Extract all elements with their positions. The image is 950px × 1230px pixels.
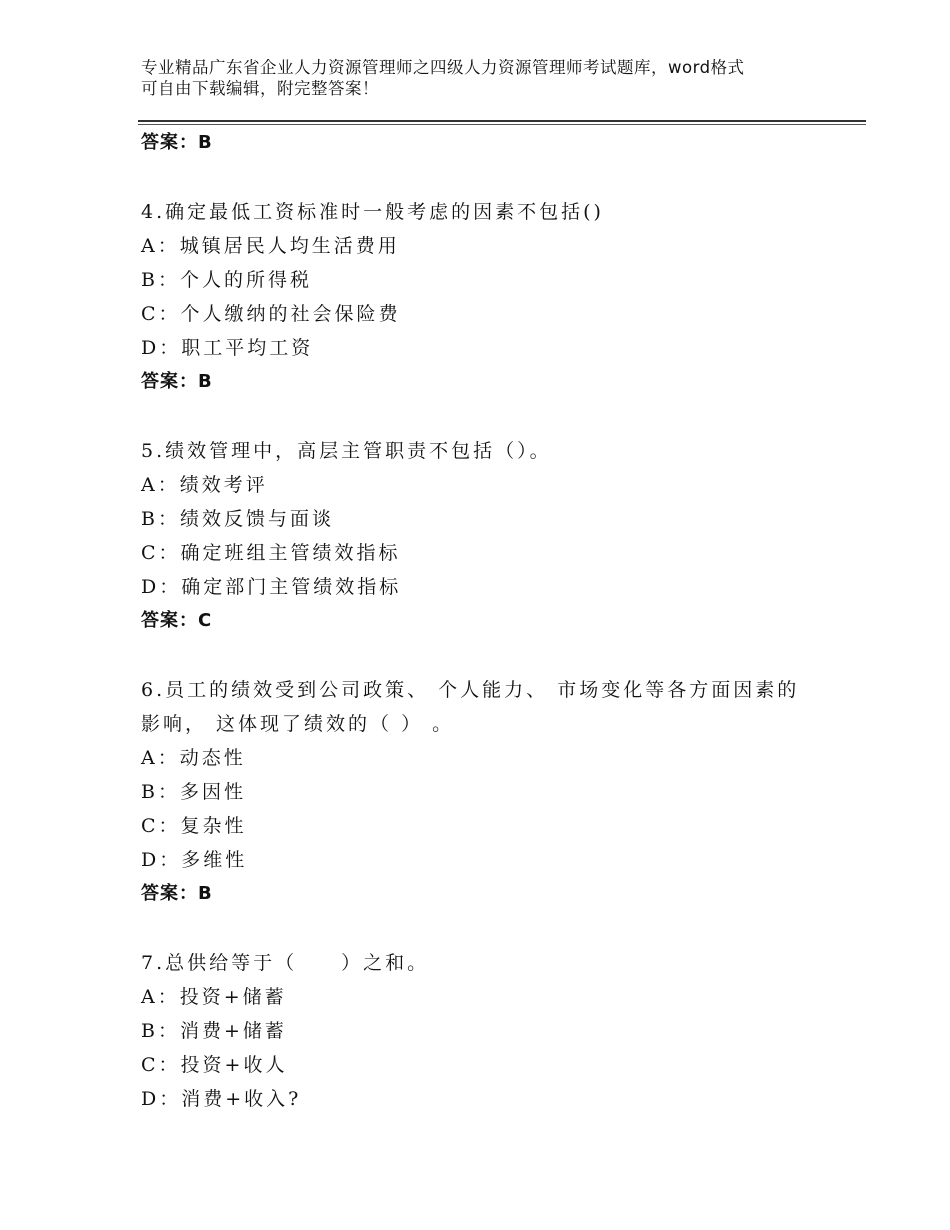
- question-5-answer: 答案：C: [141, 610, 213, 631]
- question-6-answer: 答案：B: [141, 883, 213, 904]
- question-4-option-b: B：个人的所得税: [141, 269, 312, 291]
- question-6-option-d: D：多维性: [141, 849, 248, 871]
- question-7-stem: 7.总供给等于（ ）之和。: [141, 952, 430, 974]
- question-6-stem-line-2: 影响， 这体现了绩效的（ ） 。: [141, 713, 455, 735]
- question-5-option-b: B：绩效反馈与面谈: [141, 508, 334, 530]
- question-6-option-b: B：多因性: [141, 781, 246, 803]
- question-5-option-a: A：绩效考评: [141, 474, 268, 496]
- question-4-option-d: D：职工平均工资: [141, 337, 314, 359]
- question-5-stem: 5.绩效管理中，高层主管职责不包括（）。: [141, 440, 552, 462]
- question-7-option-d: D：消费+收入?: [141, 1088, 302, 1110]
- header-line-2: 可自由下载编辑，附完整答案！: [141, 79, 379, 98]
- question-5-option-d: D：确定部门主管绩效指标: [141, 576, 402, 598]
- question-5-option-c: C：确定班组主管绩效指标: [141, 542, 401, 564]
- question-4-option-a: A：城镇居民人均生活费用: [141, 235, 400, 257]
- question-7-option-a: A：投资+储蓄: [141, 986, 287, 1008]
- question-6-option-c: C：复杂性: [141, 815, 247, 837]
- question-6-option-a: A：动态性: [141, 747, 246, 769]
- previous-answer: 答案：B: [141, 132, 213, 153]
- question-4-stem: 4.确定最低工资标准时一般考虑的因素不包括(): [141, 201, 604, 223]
- document-header: [141, 57, 841, 99]
- question-7-option-b: B：消费+储蓄: [141, 1020, 287, 1042]
- question-7-option-c: C：投资+收人: [141, 1054, 288, 1076]
- header-divider: [138, 120, 866, 126]
- question-4-answer: 答案：B: [141, 371, 213, 392]
- question-6-stem-line-1: 6.员工的绩效受到公司政策、 个人能力、 市场变化等各方面因素的: [141, 679, 800, 701]
- question-4-option-c: C：个人缴纳的社会保险费: [141, 303, 401, 325]
- header-line-1: 专业精品广东省企业人力资源管理师之四级人力资源管理师考试题库，word格式: [141, 58, 745, 77]
